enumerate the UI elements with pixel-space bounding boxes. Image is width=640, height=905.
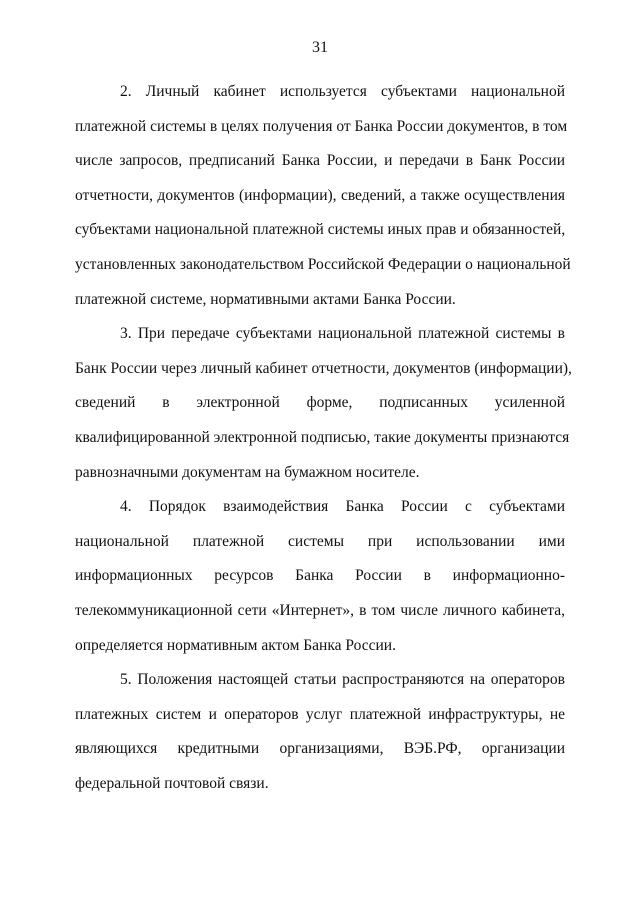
document-body [75,75,572,801]
text-line: субъектами национальной платежной системы иных прав и обязанностей, [75,221,566,239]
text-line: числе запросов, предписаний Банка России, и передачи в Банк России [75,152,565,170]
text-line: федеральной почтовой связи. [75,774,269,792]
text-line: определяется нормативным актом Банка России. [75,636,396,654]
text-line: установленных законодательством Российской Федерации о национальной [75,255,571,273]
text-line: сведений в электронной форме, подписанных усиленной [75,394,565,412]
text-line: платежных систем и операторов услуг платежной инфраструктуры, не [75,705,565,723]
text-line: являющихся кредитными организациями, ВЭБ.РФ, организации [75,740,565,758]
text-line: 4. Порядок взаимодействия Банка России с субъектами [120,498,565,516]
page-number: 31 [312,39,328,56]
text-line: отчетности, документов (информации), сведений, а также осуществления [75,186,565,204]
text-line: 5. Положения настоящей статьи распространяются на операторов [120,671,565,689]
text-line: национальной платежной системы при использовании ими [75,532,565,550]
paragraph-5 [75,663,565,801]
paragraph-2 [75,75,571,317]
text-line: платежной системы в целях получения от Банка России документов, в том [75,117,568,135]
text-line: платежной системе, нормативными актами Банка России. [75,290,456,308]
text-line: квалифицированной электронной подписью, такие документы признаются [75,428,570,446]
paragraph-3 [75,317,572,490]
text-line: 3. При передаче субъектами национальной платежной системы в [120,325,565,343]
text-line: информационных ресурсов Банка России в информационно- [75,567,565,585]
paragraph-4 [75,490,565,663]
text-line: 2. Личный кабинет используется субъектами национальной [120,83,565,100]
text-line: равнозначными документам на бумажном носителе. [75,463,420,481]
text-line: телекоммуникационной сети «Интернет», в том числе личного кабинета, [75,601,565,619]
text-line: Банк России через личный кабинет отчетности, документов (информации), [75,359,572,377]
